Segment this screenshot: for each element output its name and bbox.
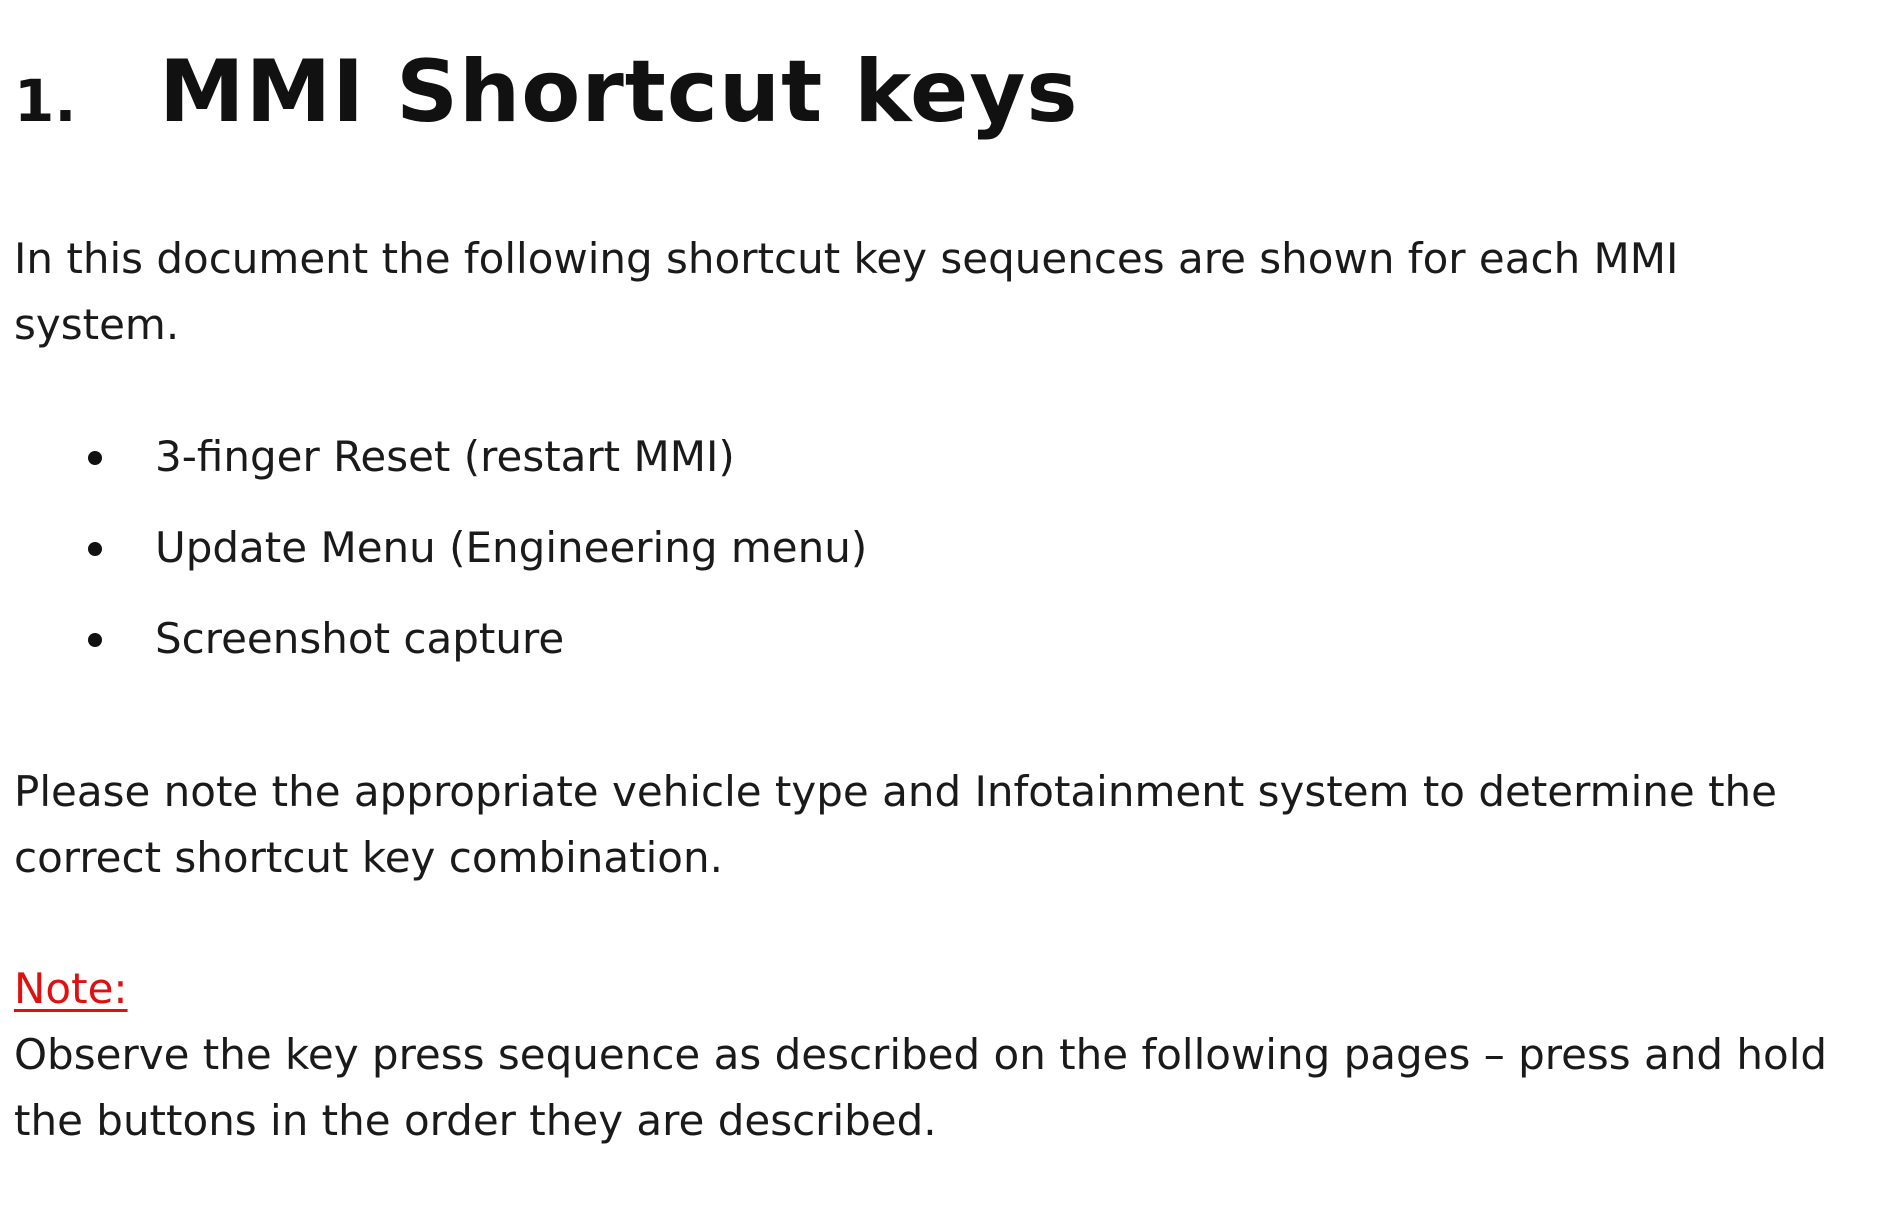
heading-number: 1.: [14, 67, 77, 135]
heading-title: MMI Shortcut keys: [159, 42, 1079, 142]
list-item: [14, 424, 867, 515]
bullet-icon: [88, 633, 102, 647]
list-item: [14, 606, 867, 697]
bullet-icon: [88, 542, 102, 556]
list-item-label: 3-finger Reset (restart MMI): [155, 432, 735, 481]
bullet-icon: [88, 451, 102, 465]
list-item-label: Screenshot capture: [155, 614, 565, 663]
intro-paragraph: In this document the following shortcut key sequences are shown for each MMI system.: [14, 234, 1679, 349]
list-item-label: Update Menu (Engineering menu): [155, 523, 868, 572]
shortcut-list: [14, 424, 867, 697]
section-heading: [14, 42, 1079, 142]
list-item: [14, 515, 867, 606]
vehicle-type-paragraph: Please note the appropriate vehicle type and Infotainment system to determine the correct shortcut key combination.: [14, 767, 1777, 882]
note-paragraph: Observe the key press sequence as described on the following pages – press and hold the buttons in the order they are described.: [14, 1030, 1828, 1145]
note-label: Note:: [14, 964, 128, 1013]
